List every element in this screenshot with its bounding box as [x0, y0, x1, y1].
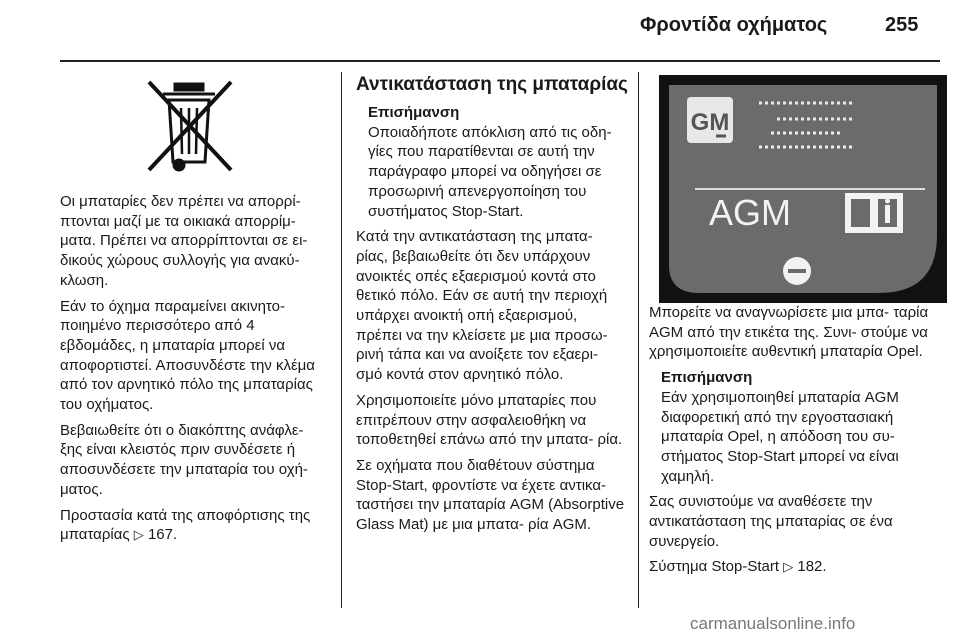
page-header-title: Φροντίδα οχήματος — [640, 14, 828, 36]
paragraph: Χρησιμοποιείτε μόνο μπαταρίες που επιτρέπουν στην ασφαλειοθήκη να τοποθετηθεί επάνω από την μπατα- ρία. — [356, 391, 623, 449]
gm-logo-text: GM — [690, 109, 730, 136]
notice-text: Εάν χρησιμοποιηθεί μπαταρία AGM διαφορετική από την εργοστασιακή μπαταρία Opel, η απόδοση του συ- στήματος Stop-Start μπορεί να είναι χαμηλή. — [661, 388, 899, 485]
paragraph — [60, 506, 326, 545]
paragraph: Μπορείτε να αναγνωρίσετε μια μπα- ταρία AGM από την ετικέτα της. Συνι- στούμε να χρησιμοποιείτε αυθεντική μπαταρία Opel. — [649, 304, 929, 361]
cross-reference-arrow-icon: ▷ — [783, 559, 794, 575]
paragraph — [649, 557, 941, 577]
page-number: 255 — [885, 14, 919, 36]
manual-book-icon — [845, 193, 903, 233]
cross-reference-link[interactable]: 182. — [797, 558, 827, 576]
paragraph: Βεβαιωθείτε ότι ο διακόπτης ανάφλε- ξης είναι κλειστός πριν συνδέσετε ή αποσυνδέσετε την μπαταρία του οχή- ματος. — [60, 421, 308, 498]
header-rule — [60, 60, 940, 62]
notice-box — [649, 368, 941, 486]
crossed-out-bin-icon — [141, 78, 237, 174]
paragraph: Εάν το όχημα παραμείνει ακινητο- ποιημένο περισσότερο από 4 εβδομάδες, η μπαταρία μπορεί να αποφορτιστεί. Αποσυνδέστε την κλέμα από τον αρνητικό πόλο της μπαταρίας του οχήματος. — [60, 297, 315, 414]
column-2 — [356, 103, 626, 541]
notice-text: Οποιαδήποτε απόκλιση από τις οδη- γίες που παρατίθενται σε αυτή την παράγραφο μπορεί να οδηγήσει σε προσωρινή απενεργοποίηση του συστήματος Stop-Start. — [368, 123, 612, 220]
paragraph-text: Προστασία κατά της αποφόρτισης της μπαταρίας — [60, 506, 311, 544]
agm-type-text: AGM — [709, 192, 792, 233]
paragraph-text: Σύστημα Stop-Start — [649, 558, 784, 576]
notice-heading: Επισήμανση — [368, 104, 460, 121]
paragraph: Κατά την αντικατάσταση της μπατα- ρίας, βεβαιωθείτε ότι δεν υπάρχουν ανοικτές οπές εξαερισμού κοντά στο θετικό πόλο. Εάν σε αυτή την περιοχή υπάρχει ανοικτή οπή εξαερισμού, πρέπει να την κλείσετε με μια προσω- ρινή τάπα και να ανοίξετε τον εξαερι- σμό κοντά στον αρνητικό πόλο. — [356, 228, 608, 384]
section-title: Αντικατάσταση της μπαταρίας — [356, 74, 628, 95]
agm-battery-label-illustration — [659, 75, 947, 303]
cross-reference-link[interactable]: 167. — [147, 526, 178, 544]
paragraph: Οι μπαταρίες δεν πρέπει να απορρί- πτονται μαζί με τα οικιακά απορρίμ- ματα. Πρέπει να απορρίπτονται σε ει- δικούς χώρους συλλογής για ανακύ- κλωση. — [60, 193, 308, 289]
paragraph: Σε οχήματα που διαθέτουν σύστημα Stop-Start, φροντίστε να έχετε αντικα- ταστήσει την μπαταρία AGM (Absorptive Glass Mat) με μια μπατα- ρία AGM. — [356, 456, 625, 534]
column-3 — [649, 303, 941, 583]
notice-heading: Επισήμανση — [661, 369, 753, 387]
column-divider-2 — [638, 72, 639, 608]
column-divider-1 — [341, 72, 342, 608]
watermark: carmanualsonline.info — [690, 614, 856, 633]
paragraph: Σας συνιστούμε να αναθέσετε την αντικατάσταση της μπαταρίας σε ένα συνεργείο. — [649, 493, 893, 550]
cross-reference-arrow-icon: ▷ — [133, 527, 144, 543]
notice-box — [356, 103, 626, 221]
column-1 — [60, 192, 326, 551]
